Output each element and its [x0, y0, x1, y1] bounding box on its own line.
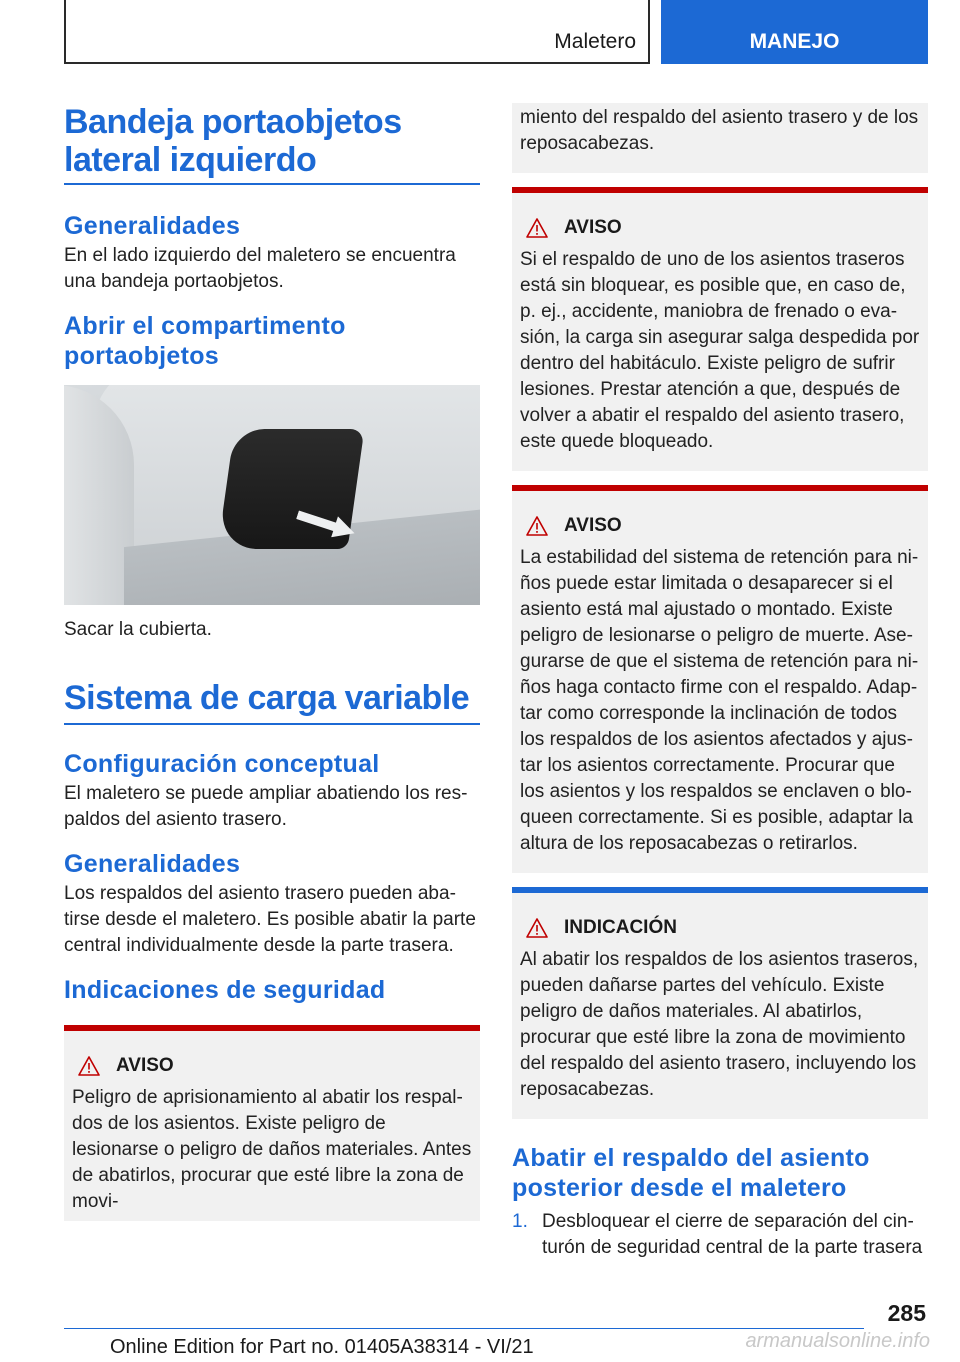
footer-edition: Online Edition for Part no. 01405A38314 - VI/21	[110, 1336, 534, 1358]
page-header	[64, 0, 928, 64]
heading-rule	[64, 723, 480, 725]
step-number: 1.	[512, 1211, 528, 1232]
heading-fold-backrest: Abatir el respaldo del asiento posterior desde el maletero	[512, 1144, 870, 1202]
page-number: 285	[887, 1300, 926, 1326]
warning-triangle-icon	[526, 218, 548, 238]
notice-text: Al abatir los respaldos de los asientos traseros, pueden dañarse partes del vehículo. Existe peligro de daños materiales. Al abatirlos, procurar que esté libre la zona de movimiento del respaldo del asiento trasero, incluyendo los reposacabezas.	[520, 949, 919, 1100]
left-column	[64, 103, 480, 1221]
heading-concept: Configuración conceptual	[64, 750, 380, 778]
notice-text: Si el respaldo de uno de los asientos traseros está sin bloquear, es posible que, en caso de, p. ej., accidente, maniobra de frenado o evasión, la carga sin asegurar salga despedida por dentro del habitáculo. Existe peligro de sufrir lesiones. Prestar atención a que, después de volver a abatir el respaldo del asiento trasero, este quede bloqueado.	[520, 249, 920, 452]
warning-notice-2	[512, 187, 928, 471]
paragraph-general-2: Los respaldos del asiento trasero pueden abatirse desde el maletero. Es posible abatir la parte central individualmente desde la parte trasera.	[64, 883, 476, 956]
header-section-title: Maletero	[554, 30, 636, 53]
notice-title: AVISO	[564, 515, 622, 536]
heading-storage-tray: Bandeja portaobjetos lateral izquierdo	[64, 103, 402, 179]
watermark: armanualsonline.info	[745, 1330, 930, 1352]
heading-safety: Indicaciones de seguridad	[64, 976, 386, 1004]
heading-rule	[64, 183, 480, 185]
footer-rule	[64, 1328, 864, 1329]
warning-notice-1	[64, 1025, 480, 1221]
notice-text: La estabilidad del sistema de retención para niños puede estar limitada o desaparecer si el asiento está mal ajustado o montado. Existe peligro de lesionarse o peligro de muerte. Asegurarse de que el sistema de retención para niños haga contacto firme con el respaldo. Adaptar como corresponde la inclinación de todos los respaldos de los asientos afectados y ajustar los asientos correctamente. Procurar que los asientos y los respaldos se enclaven o bloqueen correctamente. Si es posible, adaptar la altura de los reposacabezas o retirarlos.	[520, 547, 919, 854]
warning-triangle-icon	[78, 1056, 100, 1076]
heading-general-2: Generalidades	[64, 850, 241, 878]
header-chapter-tab[interactable]: MANEJO	[661, 0, 928, 64]
warning-notice-3	[512, 485, 928, 873]
paragraph-general: En el lado izquierdo del maletero se encuentra una bandeja portaobjetos.	[64, 245, 456, 292]
notice-title: INDICACIÓN	[564, 917, 677, 938]
warning-triangle-icon	[526, 516, 548, 536]
notice-title: AVISO	[564, 217, 622, 238]
notice-text: Peligro de aprisionamiento al abatir los respaldos de los asientos. Existe peligro de lesionarse o peligro de daños materiales. Antes de abatirlos, procurar que esté libre la zona de movi-	[72, 1087, 472, 1212]
right-column	[512, 103, 928, 1261]
list-item	[512, 1209, 928, 1261]
figure-storage-compartment	[64, 385, 480, 605]
warning-notice-1-continued	[512, 103, 928, 173]
notice-title: AVISO	[116, 1055, 174, 1076]
steps-list	[512, 1209, 928, 1261]
notice-text: miento del respaldo del asiento trasero y de los reposacabezas.	[520, 107, 919, 154]
heading-open-compartment: Abrir el compartimento portaobjetos	[64, 312, 346, 370]
figure-caption: Sacar la cubierta.	[64, 619, 212, 640]
heading-general: Generalidades	[64, 212, 241, 240]
header-section-box	[64, 0, 650, 64]
step-text: Desbloquear el cierre de separación del cinturón de seguridad central de la parte trasera	[542, 1211, 923, 1258]
paragraph-concept: El maletero se puede ampliar abatiendo los respaldos del asiento trasero.	[64, 783, 468, 830]
heading-variable-cargo: Sistema de carga variable	[64, 679, 470, 717]
info-notice-4	[512, 887, 928, 1119]
info-triangle-icon	[526, 918, 548, 938]
